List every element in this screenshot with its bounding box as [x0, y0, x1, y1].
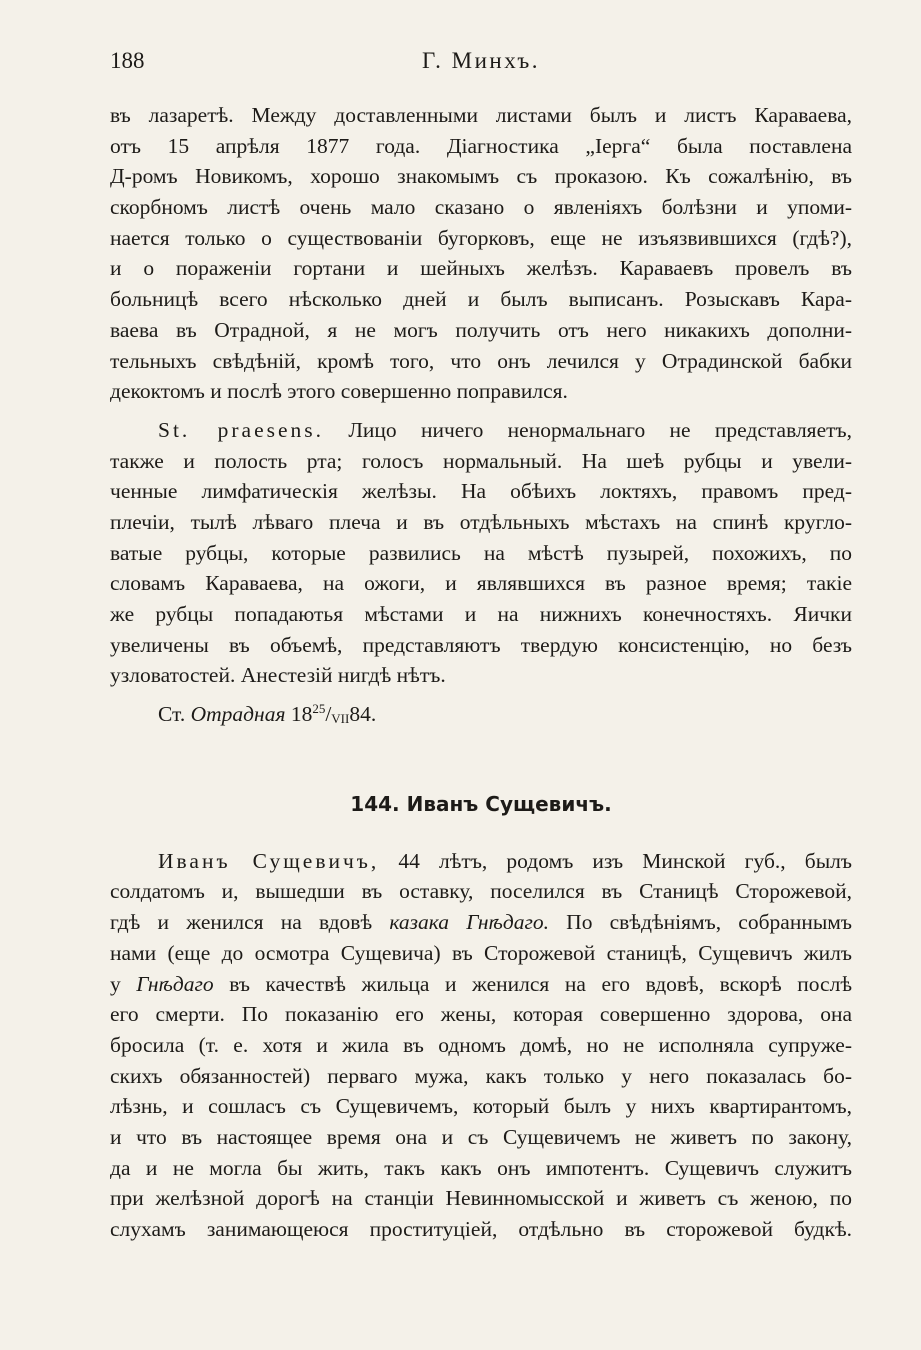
text-line: также и полость рта; голосъ нормальный. На шеѣ рубцы и увели-	[110, 448, 852, 473]
text-line: его смерти. По показанію его жены, которая совершенно здорова, она	[110, 1002, 852, 1027]
case-heading: 144. Иванъ Сущевичъ.	[350, 791, 612, 816]
text-line: же рубцы попадаютья мѣстами и на нижнихъ конечностяхъ. Яички	[110, 602, 852, 626]
text-line: St. praesens. Лицо ничего ненормальнаго не представляетъ,	[158, 417, 852, 442]
text-line: увеличены въ объемѣ, представляютъ твердую консистенцію, но безъ	[110, 632, 852, 657]
place-date-line: Ст. Отрадная $18^{25}/_{VII}84$.	[158, 701, 377, 727]
page-number: 188	[110, 48, 145, 73]
running-title: Г. Минхъ.	[421, 48, 541, 73]
text-line: нами (еще до осмотра Сущевича) въ Сторожевой станицѣ, Сущевичъ жилъ	[110, 940, 852, 965]
text-line: больницѣ всего нѣсколько дней и былъ выписанъ. Розыскавъ Кара-	[110, 287, 852, 312]
text-line: ватые рубцы, которые развились на мѣстѣ пузырей, похожихъ, по	[110, 540, 852, 565]
text-line: скихъ обязанностей) перваго мужа, какъ только у него показалась бо-	[110, 1063, 852, 1088]
text-line: Д-ромъ Новикомъ, хорошо знакомымъ съ проказою. Къ сожалѣнію, въ	[110, 164, 852, 189]
text-line: ченные лимфатическія желѣзы. На обѣихъ локтяхъ, правомъ пред-	[110, 479, 852, 504]
text-line: узловатостей. Анестезій нигдѣ нѣтъ.	[110, 663, 446, 688]
paragraph-case-sushchevich	[110, 846, 852, 1245]
text-line: и что въ настоящее время она и съ Сущевичемъ не живетъ по закону,	[110, 1124, 852, 1149]
text-line: отъ 15 апрѣля 1877 года. Діагностика „Iерга“ была поставлена	[110, 133, 852, 158]
text-line: да и не могла бы жить, такъ какъ онъ импотентъ. Сущевичъ служитъ	[110, 1155, 852, 1180]
text-line: декоктомъ и послѣ этого совершенно поправился.	[110, 379, 568, 404]
patient-name: Иванъ Сущевичъ,	[158, 848, 380, 873]
paragraph-status-praesens	[110, 415, 852, 691]
text-line: у Гнѣдаго въ качествѣ жильца и женился на его вдовѣ, вскорѣ послѣ	[110, 971, 853, 996]
place-name: Отрадная	[190, 702, 286, 727]
text-line: нается только о существованіи бугорковъ, еще не изъязвившихся (гдѣ?),	[110, 225, 852, 250]
text-line: солдатомъ и, вышедши въ оставку, поселился въ Станицѣ Сторожевой,	[110, 879, 852, 904]
text-line: при желѣзной дорогѣ на станціи Невинномысской и живетъ съ женою, по	[110, 1186, 852, 1211]
text-line: ваева въ Отрадной, я не могъ получить отъ него никакихъ дополни-	[110, 317, 852, 342]
text-line: лѣзнь, и сошласъ съ Сущевичемъ, который былъ у нихъ квартирантомъ,	[110, 1094, 852, 1119]
text-line: бросила (т. е. хотя и жила въ одномъ домѣ, но не исполняла супруже-	[110, 1032, 852, 1057]
text-line: тельныхъ свѣдѣній, кромѣ того, что онъ лечился у Отрадинской бабки	[110, 348, 852, 373]
text-line: Иванъ Сущевичъ, 44 лѣтъ, родомъ изъ Минской губ., былъ	[158, 848, 852, 873]
text-line: плечіи, тылѣ лѣваго плеча и въ отдѣльныхъ мѣстахъ на спинѣ кругло-	[110, 509, 852, 534]
running-head	[110, 48, 852, 80]
text-line: въ лазаретѣ. Между доставленными листами былъ и листъ Караваева,	[110, 103, 852, 127]
status-praesens-label: St. praesens.	[158, 417, 325, 442]
text-line: словамъ Караваева, на ожоги, и являвшихся въ разное время; такіе	[110, 571, 852, 596]
text-line: скорбномъ листѣ очень мало сказано о явленіяхъ болѣзни и упоми-	[110, 195, 852, 220]
text-line: слухамъ занимающеюся проституціей, отдѣльно въ сторожевой будкѣ.	[110, 1217, 852, 1241]
paragraph-case-karavaev	[110, 100, 852, 407]
page-body	[110, 100, 852, 1245]
text-line: гдѣ и женился на вдовѣ казака Гнѣдаго. По свѣдѣніямъ, собраннымъ	[110, 910, 852, 935]
text-line: и о пораженіи гортани и шейныхъ желѣзъ. Караваевъ провелъ въ	[110, 256, 852, 281]
